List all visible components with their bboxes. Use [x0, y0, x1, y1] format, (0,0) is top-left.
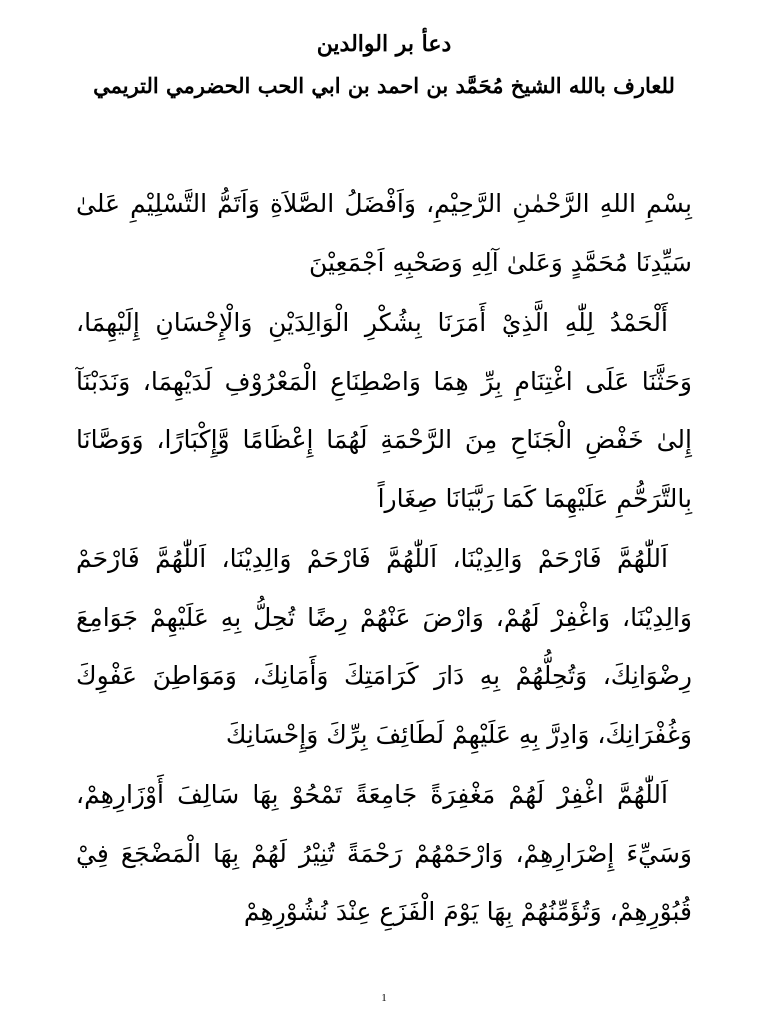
- header: [0, 24, 768, 108]
- prayer-text: [76, 175, 692, 942]
- paragraph-opening: بِسْمِ اللهِ الرَّحْمٰنِ الرَّحِيْمِ، وَاَفْضَلُ الصَّلاَةِ وَاَتَمُّ التَّسْلِيْمِ عَلىٰ سَيِّدِنَا مُحَمَّدٍ وَعَلىٰ آلِهِ وَصَحْبِهِ اَجْمَعِيْنَ: [76, 189, 692, 277]
- paragraph-forgiveness: اَللّٰهُمَّ اغْفِرْ لَهُمْ مَغْفِرَةً جَامِعَةً تَمْحُوْ بِهَا سَالِفَ أَوْزَارِهِمْ، وَسَيِّءَ إِصْرَارِهِمْ، وَارْحَمْهُمْ رَحْمَةً تُنِيْرُ لَهُمْ بِهَا الْمَضْجَعَ فِيْ قُبُوْرِهِمْ، وَتُؤَمِّنُهُمْ بِهَا يَوْمَ الْفَزَعِ عِنْدَ نُشُوْرِهِمْ: [76, 780, 692, 926]
- paragraph-praise: أَلْحَمْدُ لِلّٰهِ الَّذِيْ أَمَرَنَا بِشُكْرِ الْوَالِدَيْنِ وَالْإِحْسَانِ إِلَيْهِمَا، وَحَثَّنَا عَلَى اغْتِنَامِ بِرِّ هِمَا وَاصْطِنَاعِ الْمَعْرُوْفِ لَدَيْهِمَا، وَنَدَبْنَآ إِلىٰ خَفْضِ الْجَنَاحِ مِنَ الرَّحْمَةِ لَهُمَا إِعْظَامًا وَّإِكْبَارًا، وَوَصَّانَا بِالتَّرَحُّمِ عَلَيْهِمَا كَمَا رَبَّيَانَا صِغَاراً: [76, 308, 692, 513]
- paragraph-mercy: اَللّٰهُمَّ فَارْحَمْ وَالِدِيْنَا، اَللّٰهُمَّ فَارْحَمْ وَالِدِيْنَا، اَللّٰهُمَّ فَارْحَمْ وَالِدِيْنَا، وَاغْفِرْ لَهُمْ، وَارْضَ عَنْهُمْ رِضًا تُحِلُّ بِهِ عَلَيْهِمْ جَوَامِعَ رِضْوَانِكَ، وَتُحِلُّهُمْ بِهِ دَارَ كَرَامَتِكَ وَأَمَانِكَ، وَمَوَاطِنَ عَفْوِكَ وَغُفْرَانِكَ، وَادِرَّ بِهِ عَلَيْهِمْ لَطَائِفَ بِرِّكَ وَإِحْسَانِكَ: [76, 544, 692, 749]
- page-number: 1: [381, 992, 387, 1004]
- page-subtitle: للعارف بالله الشيخ مُحَمَّد بن احمد بن ابي الحب الحضرمي التريمي: [93, 73, 675, 98]
- page-title: دعأ بر الوالدين: [316, 31, 452, 57]
